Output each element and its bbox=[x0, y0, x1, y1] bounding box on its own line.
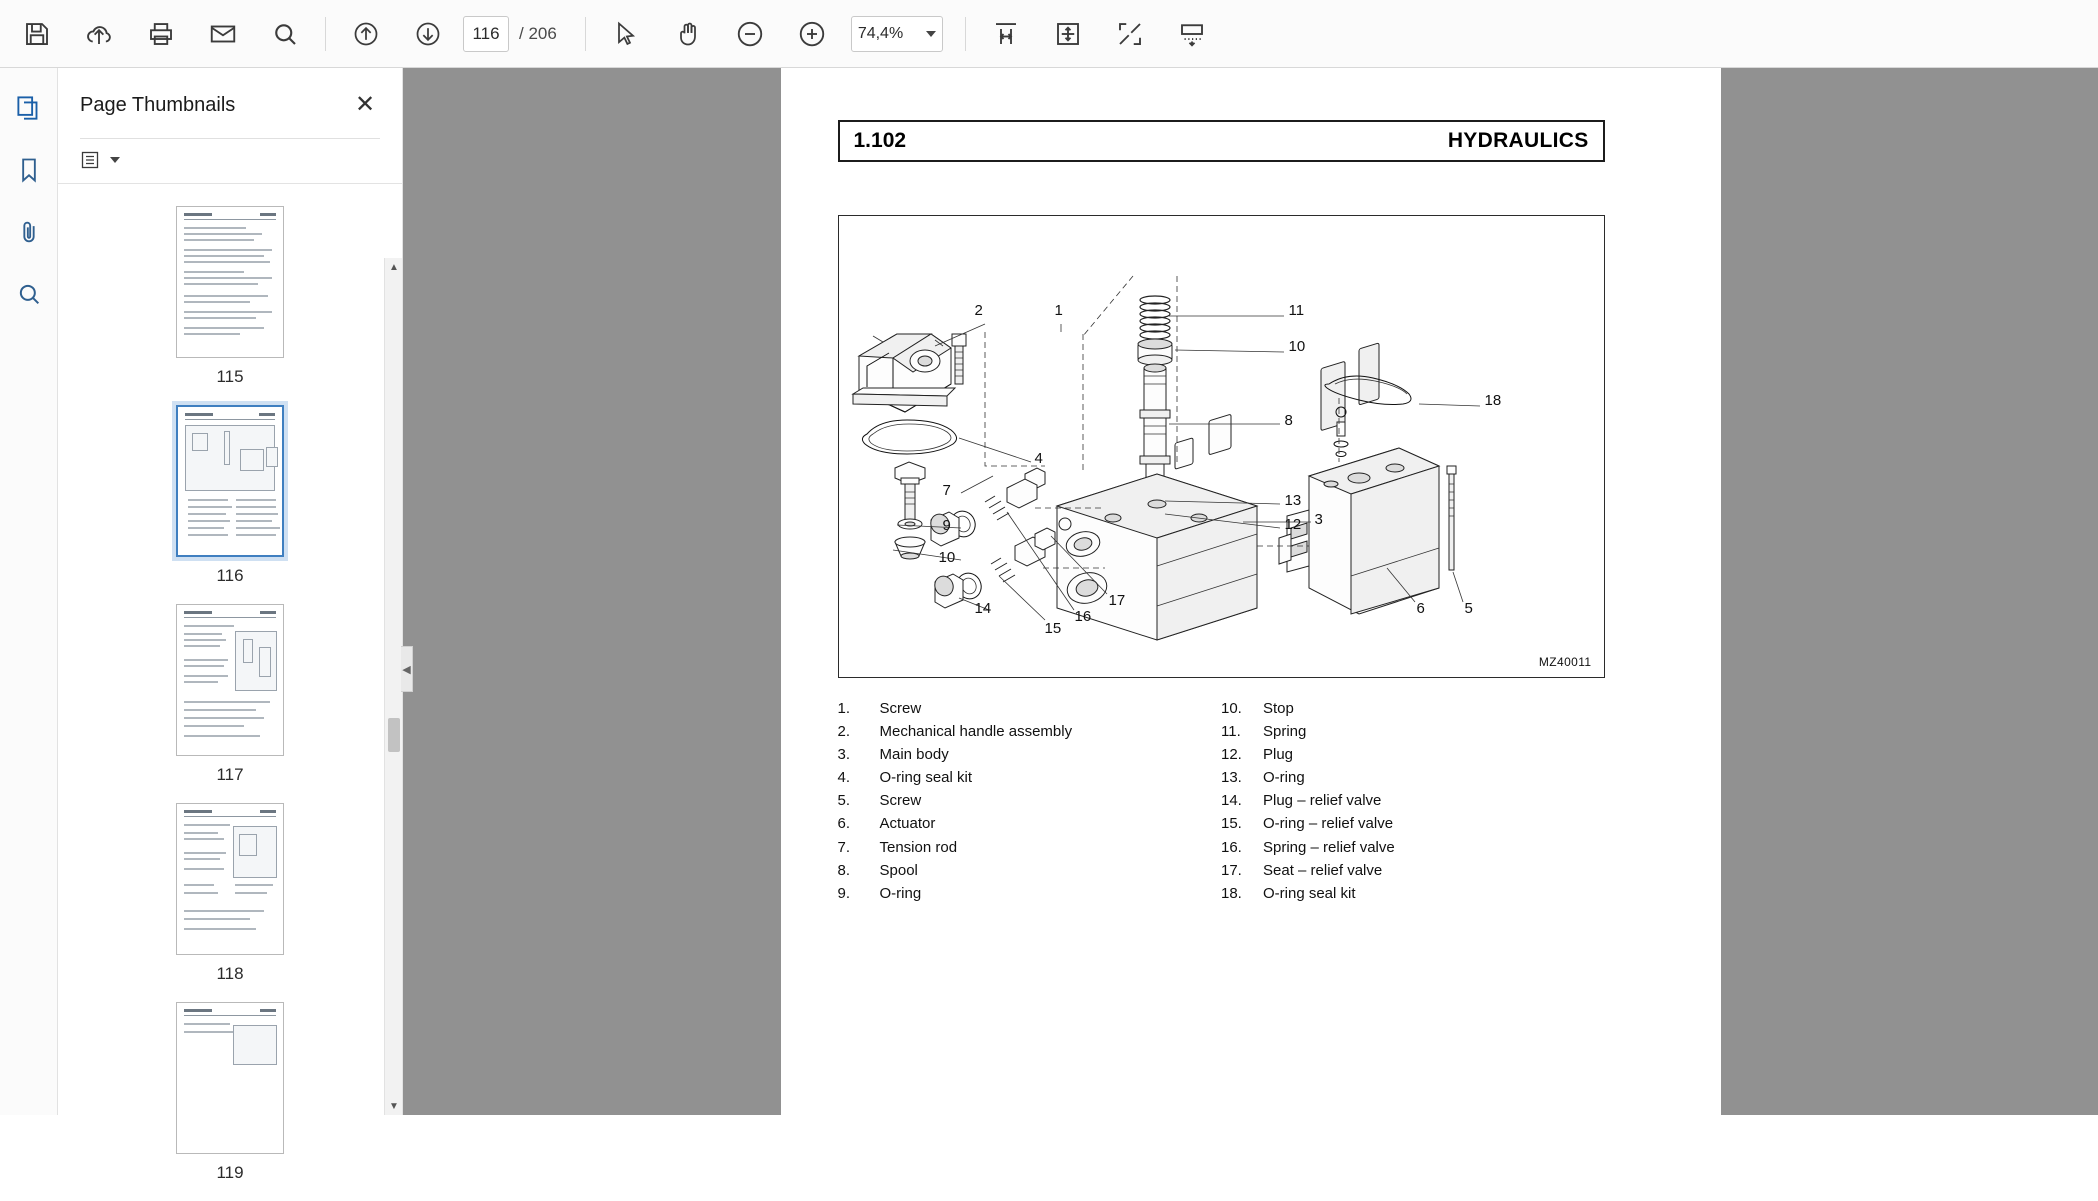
upload-icon[interactable] bbox=[68, 5, 130, 63]
save-icon[interactable] bbox=[6, 5, 68, 63]
part-name: Main body bbox=[879, 746, 949, 764]
part-screw-1 bbox=[952, 334, 966, 384]
chevron-down-icon[interactable] bbox=[110, 157, 120, 163]
parts-list-left-column bbox=[838, 700, 1222, 908]
thumbnail-label: 116 bbox=[216, 566, 244, 585]
part-stop-10-lower bbox=[895, 537, 925, 559]
callout-2: 2 bbox=[974, 302, 983, 319]
next-page-icon[interactable] bbox=[397, 5, 459, 63]
chevron-down-icon[interactable] bbox=[926, 31, 936, 37]
list-item[interactable] bbox=[58, 206, 402, 387]
part-name: Stop bbox=[1263, 700, 1294, 717]
part-number: 18. bbox=[1221, 884, 1242, 902]
list-item bbox=[1221, 746, 1605, 764]
thumbnails-title: Page Thumbnails bbox=[80, 93, 236, 116]
part-name: Screw bbox=[879, 700, 922, 717]
callout-15: 15 bbox=[1044, 620, 1062, 637]
list-item bbox=[1221, 723, 1605, 741]
section-title: HYDRAULICS bbox=[1447, 129, 1589, 152]
part-name: O-ring seal kit bbox=[1263, 884, 1356, 902]
part-number: 5. bbox=[837, 792, 851, 810]
list-item bbox=[838, 769, 1222, 787]
part-tension-rod-7 bbox=[895, 462, 925, 520]
callout-3: 3 bbox=[1314, 511, 1323, 528]
zoom-level-value: 74,4% bbox=[857, 24, 904, 42]
thumbnail-label: 118 bbox=[216, 964, 244, 983]
search-icon[interactable] bbox=[254, 5, 316, 63]
figure-drawing bbox=[839, 216, 1604, 677]
part-number: 8. bbox=[837, 861, 851, 879]
thumbnails-options-row bbox=[58, 139, 402, 184]
part-number: 3. bbox=[837, 746, 851, 764]
part-oring-seal-kit-4 bbox=[862, 420, 956, 454]
document-viewer[interactable] bbox=[403, 68, 2098, 1115]
list-item[interactable] bbox=[58, 405, 402, 586]
list-item bbox=[1221, 839, 1605, 857]
thumbnails-icon[interactable] bbox=[7, 86, 51, 130]
part-number: 6. bbox=[837, 815, 851, 833]
main-toolbar bbox=[0, 0, 2098, 68]
part-name: O-ring – relief valve bbox=[1263, 815, 1394, 833]
part-spring-11 bbox=[1140, 296, 1170, 339]
parts-list-right-column bbox=[1221, 700, 1605, 908]
part-stop-10-upper bbox=[1138, 339, 1172, 365]
zoom-in-icon[interactable] bbox=[781, 5, 843, 63]
toolbar-divider-2 bbox=[585, 17, 586, 51]
part-name: Mechanical handle assembly bbox=[879, 723, 1073, 741]
callout-11: 11 bbox=[1288, 302, 1305, 319]
part-name: Spool bbox=[879, 861, 918, 879]
list-item bbox=[1221, 885, 1605, 903]
hand-tool-icon[interactable] bbox=[657, 5, 719, 63]
exploded-view-figure bbox=[838, 215, 1605, 678]
page-total-label: / 206 bbox=[519, 23, 557, 43]
thumbnails-list[interactable] bbox=[58, 184, 402, 1201]
callout-10-lower: 10 bbox=[938, 549, 956, 566]
bookmark-icon[interactable] bbox=[7, 148, 51, 192]
list-item bbox=[838, 862, 1222, 880]
part-name: Screw bbox=[879, 792, 922, 810]
section-code: 1.102 bbox=[853, 129, 907, 152]
part-name: O-ring bbox=[879, 884, 922, 902]
list-item bbox=[838, 792, 1222, 810]
side-rail bbox=[0, 68, 58, 1115]
part-number: 13. bbox=[1221, 769, 1242, 787]
callout-18: 18 bbox=[1484, 392, 1502, 409]
list-item[interactable] bbox=[58, 1002, 402, 1183]
list-item bbox=[838, 839, 1222, 857]
scroll-up-icon[interactable]: ▲ bbox=[389, 261, 399, 273]
part-number: 2. bbox=[837, 723, 851, 741]
list-item bbox=[838, 746, 1222, 764]
close-icon[interactable]: ✕ bbox=[354, 91, 376, 118]
zoom-level-select[interactable] bbox=[851, 16, 943, 52]
thumbnail-label: 117 bbox=[216, 765, 244, 784]
callout-16: 16 bbox=[1074, 608, 1092, 625]
part-number: 7. bbox=[837, 838, 851, 856]
fit-width-icon[interactable] bbox=[975, 5, 1037, 63]
thumbnails-panel bbox=[58, 68, 403, 1182]
document-page bbox=[781, 68, 1721, 1115]
list-item bbox=[838, 700, 1222, 718]
thumbnail-label: 115 bbox=[216, 367, 244, 386]
thumbnail-label: 119 bbox=[216, 1163, 244, 1182]
thumbnails-scrollbar[interactable] bbox=[384, 258, 402, 1115]
callout-8: 8 bbox=[1284, 412, 1293, 429]
callout-4: 4 bbox=[1034, 450, 1043, 467]
figure-code: MZ40011 bbox=[1538, 655, 1592, 669]
part-name: Actuator bbox=[879, 815, 936, 833]
callout-5: 5 bbox=[1464, 600, 1473, 617]
previous-page-icon[interactable] bbox=[335, 5, 397, 63]
search-panel-icon[interactable] bbox=[7, 272, 51, 316]
part-number: 1. bbox=[837, 700, 851, 717]
part-name: O-ring seal kit bbox=[879, 769, 973, 787]
part-name: Plug bbox=[1263, 746, 1294, 764]
list-item bbox=[1221, 769, 1605, 787]
scroll-mode-icon[interactable] bbox=[1161, 5, 1223, 63]
thumbnail-page-119[interactable] bbox=[176, 1002, 284, 1154]
part-name: O-ring bbox=[1263, 769, 1305, 787]
callout-12: 12 bbox=[1284, 516, 1302, 533]
list-item bbox=[838, 815, 1222, 833]
list-item bbox=[1221, 700, 1605, 718]
part-oring-9 bbox=[898, 519, 922, 529]
part-number: 4. bbox=[837, 769, 851, 787]
part-number: 11. bbox=[1221, 723, 1241, 741]
part-handle-assembly bbox=[853, 334, 955, 412]
part-number: 14. bbox=[1221, 792, 1242, 810]
fullscreen-icon[interactable] bbox=[1099, 5, 1161, 63]
callout-17: 17 bbox=[1108, 592, 1126, 609]
part-number: 9. bbox=[837, 884, 851, 902]
callout-6: 6 bbox=[1416, 600, 1425, 617]
callout-10-upper: 10 bbox=[1288, 338, 1306, 355]
thumbnail-options-button[interactable] bbox=[80, 149, 120, 171]
fit-page-icon[interactable] bbox=[1037, 5, 1099, 63]
list-item[interactable] bbox=[58, 803, 402, 984]
zoom-out-icon[interactable] bbox=[719, 5, 781, 63]
callout-1: 1 bbox=[1054, 302, 1063, 319]
scrollbar-thumb[interactable] bbox=[388, 718, 400, 752]
part-number: 12. bbox=[1221, 746, 1242, 764]
part-number: 17. bbox=[1221, 861, 1242, 879]
part-number: 15. bbox=[1221, 815, 1242, 833]
list-item[interactable] bbox=[58, 604, 402, 785]
thumbnail-page-118[interactable] bbox=[176, 803, 284, 955]
list-item bbox=[1221, 815, 1605, 833]
part-name: Plug – relief valve bbox=[1263, 792, 1382, 810]
page-number-input[interactable]: 116 bbox=[463, 16, 509, 52]
list-item bbox=[838, 723, 1222, 741]
thumbnail-page-117[interactable] bbox=[176, 604, 284, 756]
document-section-header bbox=[838, 120, 1605, 162]
select-tool-icon[interactable] bbox=[595, 5, 657, 63]
toolbar-divider-3 bbox=[965, 17, 966, 51]
print-icon[interactable] bbox=[130, 5, 192, 63]
part-actuator-6 bbox=[1279, 343, 1439, 614]
list-item bbox=[838, 885, 1222, 903]
workspace bbox=[0, 68, 2098, 1182]
callout-9: 9 bbox=[942, 517, 951, 534]
part-screw-5 bbox=[1447, 466, 1456, 570]
thumbnail-page-115[interactable] bbox=[176, 206, 284, 358]
part-spool-8 bbox=[1140, 364, 1170, 490]
part-name: Spring bbox=[1263, 723, 1307, 741]
callout-7: 7 bbox=[942, 482, 951, 499]
thumbnails-header bbox=[58, 68, 402, 120]
panel-collapse-handle[interactable]: ◀ bbox=[401, 646, 413, 692]
part-number: 16. bbox=[1221, 838, 1242, 856]
part-name: Tension rod bbox=[879, 838, 958, 856]
email-icon[interactable] bbox=[192, 5, 254, 63]
thumbnail-page-116[interactable] bbox=[176, 405, 284, 557]
list-item bbox=[1221, 792, 1605, 810]
callout-14: 14 bbox=[974, 600, 992, 617]
parts-list bbox=[838, 700, 1605, 908]
toolbar-divider-1 bbox=[325, 17, 326, 51]
attachment-icon[interactable] bbox=[7, 210, 51, 254]
list-item bbox=[1221, 862, 1605, 880]
part-number: 10. bbox=[1221, 700, 1242, 717]
scroll-down-icon[interactable]: ▼ bbox=[389, 1100, 399, 1112]
callout-13: 13 bbox=[1284, 492, 1302, 509]
part-name: Spring – relief valve bbox=[1263, 838, 1395, 856]
part-name: Seat – relief valve bbox=[1263, 861, 1383, 879]
